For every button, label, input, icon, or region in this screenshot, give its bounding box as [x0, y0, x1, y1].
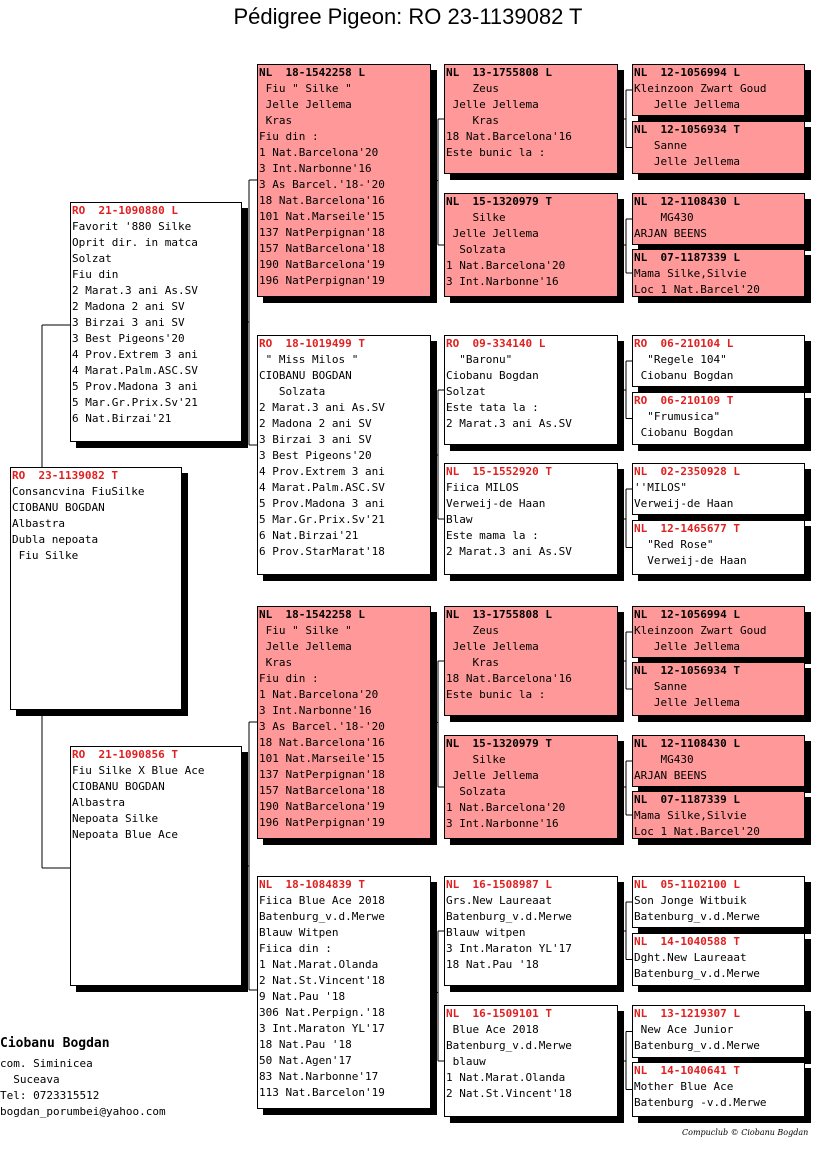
grandparent-card	[257, 606, 431, 839]
pigeon-info-line: Este mama la :	[446, 529, 539, 542]
pigeon-info-line: ARJAN BEENS	[634, 227, 707, 240]
pigeon-info-line: blauw	[446, 1055, 486, 1068]
pigeon-info-line: Sanne	[634, 680, 687, 693]
great-great-grandparent-card	[632, 121, 805, 174]
pigeon-info-line: ''MILOS"	[634, 481, 687, 494]
pigeon-info-line: 6 Nat.Birzai'21	[72, 412, 172, 425]
pigeon-info-line: 1 Nat.Barcelona'20	[446, 801, 566, 814]
ring-number: RO 18-1019499 T	[259, 337, 365, 350]
pigeon-info-line: Ciobanu Bogdan	[634, 426, 734, 439]
pigeon-info-line: Dubla nepoata	[12, 533, 99, 546]
pigeon-info-line: 83 Nat.Narbonne'17	[259, 1070, 379, 1083]
pigeon-info-line: Jelle Jellema	[634, 696, 740, 709]
pigeon-info-line: Zeus	[446, 82, 499, 95]
great-great-grandparent-card	[632, 876, 805, 928]
pigeon-info-line: 190 NatBarcelona'19	[259, 800, 385, 813]
pigeon-info-line: 113 Nat.Barcelon'19	[259, 1086, 385, 1099]
ring-number: NL 07-1187339 L	[634, 793, 740, 806]
pigeon-info-line: Batenburg_v.d.Merwe	[259, 910, 385, 923]
pigeon-info-line: New Ace Junior	[634, 1023, 734, 1036]
pigeon-info-line: Silke	[446, 753, 506, 766]
pigeon-info-line: Grs.New Laureaat	[446, 894, 552, 907]
pigeon-info-line: Verweij-de Haan	[634, 554, 747, 567]
pigeon-info-line: 5 Prov.Madona 3 ani	[72, 380, 198, 393]
pigeon-info-line: 6 Nat.Birzai'21	[259, 529, 359, 542]
pigeon-info-line: 3 Birzai 3 ani SV	[72, 316, 185, 329]
pigeon-info-line: Fiu " Silke "	[259, 82, 352, 95]
sire-card	[70, 202, 242, 442]
great-great-grandparent-card	[632, 249, 805, 297]
pigeon-info-line: Blauw Witpen	[259, 926, 339, 939]
pigeon-info-line: CIOBANU BOGDAN	[12, 501, 105, 514]
pigeon-info-line: Jelle Jellema	[446, 640, 539, 653]
pigeon-info-line: Jelle Jellema	[259, 640, 352, 653]
pigeon-info-line: 157 NatBarcelona'18	[259, 242, 385, 255]
great-great-grandparent-card	[632, 64, 805, 116]
pigeon-info-line: Este bunic la :	[446, 146, 546, 159]
pigeon-info-line: CIOBANU BOGDAN	[259, 369, 352, 382]
great-grandparent-card	[444, 335, 618, 445]
ring-number: NL 12-1056994 L	[634, 66, 740, 79]
pigeon-info-line: Jelle Jellema	[446, 227, 539, 240]
pigeon-info-line: Sanne	[634, 139, 687, 152]
ring-number: NL 15-1552920 T	[446, 465, 552, 478]
pigeon-info-line: 18 Nat.Barcelona'16	[259, 736, 385, 749]
pigeon-info-line: Kleinzoon Zwart Goud	[634, 624, 767, 637]
pigeon-info-line: Kras	[446, 656, 499, 669]
ring-number: RO 21-1090856 T	[72, 748, 178, 761]
grandparent-card	[257, 876, 431, 1109]
pigeon-info-line: 196 NatPerpignan'19	[259, 274, 385, 287]
pigeon-info-line: 306 Nat.Perpign.'18	[259, 1006, 385, 1019]
great-grandparent-card	[444, 64, 618, 174]
great-great-grandparent-card	[632, 933, 805, 986]
pigeon-info-line: Albastra	[72, 796, 125, 809]
pigeon-info-line: 18 Nat.Pau '18	[446, 958, 539, 971]
pigeon-info-line: Solzat	[72, 252, 112, 265]
pigeon-info-line: Fiica MILOS	[446, 481, 519, 494]
ring-number: NL 18-1084839 T	[259, 878, 365, 891]
pigeon-info-line: Solzat	[446, 385, 486, 398]
pigeon-info-line: 3 Int.Narbonne'16	[446, 817, 559, 830]
pigeon-info-line: Fiu din :	[259, 130, 319, 143]
great-grandparent-card	[444, 193, 618, 297]
pigeon-info-line: 18 Nat.Barcelona'16	[446, 130, 572, 143]
pigeon-info-line: 2 Marat.3 ani As.SV	[72, 284, 198, 297]
pigeon-info-line: "Red Rose"	[634, 538, 714, 551]
pigeon-info-line: Jelle Jellema	[634, 98, 740, 111]
ring-number: NL 12-1108430 L	[634, 737, 740, 750]
pigeon-info-line: Albastra	[12, 517, 65, 530]
ring-number: NL 07-1187339 L	[634, 251, 740, 264]
pigeon-info-line: Kras	[446, 114, 499, 127]
pigeon-info-line: 101 Nat.Marseile'15	[259, 752, 385, 765]
pigeon-info-line: Mother Blue Ace	[634, 1080, 734, 1093]
pigeon-info-line: 3 Best Pigeons'20	[259, 449, 372, 462]
software-credit: Compuclub © Ciobanu Bogdan	[682, 1128, 809, 1137]
pigeon-info-line: ARJAN BEENS	[634, 769, 707, 782]
owner-phone: Tel: 0723315512	[0, 1089, 100, 1102]
ring-number: RO 06-210109 T	[634, 394, 734, 407]
great-great-grandparent-card	[632, 392, 805, 445]
pigeon-info-line: Zeus	[446, 624, 499, 637]
pigeon-info-line: 137 NatPerpignan'18	[259, 768, 385, 781]
pigeon-info-line: "Regele 104"	[634, 353, 727, 366]
pigeon-info-line: 1 Nat.Marat.Olanda	[446, 1071, 566, 1084]
great-great-grandparent-card	[632, 335, 805, 387]
pigeon-info-line: 6 Prov.StarMarat'18	[259, 545, 385, 558]
pigeon-info-line: "Baronu"	[446, 353, 513, 366]
pigeon-info-line: 5 Prov.Madona 3 ani	[259, 497, 385, 510]
pigeon-info-line: 2 Nat.St.Vincent'18	[446, 1087, 572, 1100]
ring-number: NL 15-1320979 T	[446, 737, 552, 750]
pigeon-info-line: Ciobanu Bogdan	[446, 369, 539, 382]
pigeon-info-line: Solzata	[446, 243, 506, 256]
great-great-grandparent-card	[632, 463, 805, 515]
pigeon-info-line: 1 Nat.Barcelona'20	[259, 688, 379, 701]
pigeon-info-line: " Miss Milos "	[259, 353, 359, 366]
great-great-grandparent-card	[632, 735, 805, 787]
pigeon-info-line: Son Jonge Witbuik	[634, 894, 747, 907]
pigeon-info-line: Batenburg_v.d.Merwe	[634, 967, 760, 980]
pigeon-info-line: 3 Int.Maraton YL'17	[259, 1022, 385, 1035]
pigeon-info-line: Mama Silke,Silvie	[634, 267, 747, 280]
pigeon-info-line: Nepoata Silke	[72, 812, 159, 825]
ring-number: RO 21-1090880 L	[72, 204, 178, 217]
pigeon-info-line: Jelle Jellema	[634, 155, 740, 168]
pigeon-info-line: 3 As Barcel.'18-'20	[259, 720, 385, 733]
pigeon-info-line: Batenburg_v.d.Merwe	[446, 910, 572, 923]
pigeon-info-line: 5 Mar.Gr.Prix.Sv'21	[72, 396, 198, 409]
pigeon-info-line: 1 Nat.Barcelona'20	[446, 259, 566, 272]
ring-number: NL 13-1755808 L	[446, 66, 552, 79]
pigeon-info-line: Silke	[446, 211, 506, 224]
pigeon-info-line: 18 Nat.Pau '18	[259, 1038, 352, 1051]
pigeon-info-line: Este tata la :	[446, 401, 539, 414]
pigeon-info-line: Jelle Jellema	[446, 98, 539, 111]
ring-number: NL 16-1509101 T	[446, 1007, 552, 1020]
pigeon-info-line: Fiu Silke	[12, 549, 79, 562]
pigeon-info-line: Fiu Silke X Blue Ace	[72, 764, 205, 777]
great-grandparent-card	[444, 606, 618, 716]
pigeon-info-line: 3 Int.Narbonne'16	[259, 704, 372, 717]
ring-number: NL 15-1320979 T	[446, 195, 552, 208]
great-grandparent-card	[444, 463, 618, 575]
pigeon-info-line: 137 NatPerpignan'18	[259, 226, 385, 239]
pigeon-info-line: Batenburg -v.d.Merwe	[634, 1096, 767, 1109]
pigeon-info-line: Este bunic la :	[446, 688, 546, 701]
pigeon-info-line: 2 Nat.St.Vincent'18	[259, 974, 385, 987]
owner-name: Ciobanu Bogdan	[0, 1036, 110, 1051]
pigeon-info-line: Kras	[259, 114, 293, 127]
ring-number: NL 12-1056934 T	[634, 123, 740, 136]
pigeon-info-line: Batenburg_v.d.Merwe	[634, 910, 760, 923]
pigeon-info-line: Jelle Jellema	[446, 769, 539, 782]
great-great-grandparent-card	[632, 606, 805, 658]
pigeon-info-line: Solzata	[446, 785, 506, 798]
pigeon-info-line: Batenburg_v.d.Merwe	[634, 1039, 760, 1052]
ring-number: NL 18-1542258 L	[259, 608, 365, 621]
ring-number: RO 23-1139082 T	[12, 469, 118, 482]
ring-number: RO 06-210104 L	[634, 337, 734, 350]
pigeon-info-line: 2 Marat.3 ani As.SV	[446, 545, 572, 558]
pigeon-info-line: Jelle Jellema	[634, 640, 740, 653]
pigeon-info-line: 4 Prov.Extrem 3 ani	[72, 348, 198, 361]
ring-number: NL 13-1219307 L	[634, 1007, 740, 1020]
pigeon-info-line: Loc 1 Nat.Barcel'20	[634, 283, 760, 296]
pigeon-info-line: 157 NatBarcelona'18	[259, 784, 385, 797]
pigeon-info-line: 4 Marat.Palm.ASC.SV	[259, 481, 385, 494]
ring-number: NL 18-1542258 L	[259, 66, 365, 79]
great-great-grandparent-card	[632, 193, 805, 245]
pigeon-info-line: MG430	[634, 753, 694, 766]
ring-number: NL 12-1108430 L	[634, 195, 740, 208]
pigeon-info-line: Fiica Blue Ace 2018	[259, 894, 385, 907]
pigeon-info-line: 5 Mar.Gr.Prix.Sv'21	[259, 513, 385, 526]
owner-info	[0, 1036, 166, 1120]
pigeon-info-line: 3 Int.Narbonne'16	[446, 275, 559, 288]
pigeon-info-line: Fiu din :	[259, 672, 319, 685]
pigeon-info-line: Verweij-de Haan	[634, 497, 734, 510]
great-great-grandparent-card	[632, 662, 805, 716]
ring-number: NL 02-2350928 L	[634, 465, 740, 478]
pigeon-info-line: 50 Nat.Agen'17	[259, 1054, 352, 1067]
ring-number: RO 09-334140 L	[446, 337, 546, 350]
owner-email: bogdan_porumbei@yahoo.com	[0, 1105, 166, 1118]
pigeon-info-line: 4 Prov.Extrem 3 ani	[259, 465, 385, 478]
grandparent-card	[257, 335, 431, 575]
ring-number: NL 12-1056994 L	[634, 608, 740, 621]
pigeon-info-line: Jelle Jellema	[259, 98, 352, 111]
great-grandparent-card	[444, 735, 618, 839]
pigeon-info-line: Solzata	[259, 385, 326, 398]
great-great-grandparent-card	[632, 1062, 805, 1117]
pigeon-info-line: 190 NatBarcelona'19	[259, 258, 385, 271]
page-title: Pédigree Pigeon: RO 23-1139082 T	[233, 4, 583, 29]
pigeon-info-line: Nepoata Blue Ace	[72, 828, 178, 841]
pigeon-info-line: Verweij-de Haan	[446, 497, 546, 510]
pigeon-info-line: Fiica din :	[259, 942, 332, 955]
pigeon-info-line: Fiu din	[72, 268, 119, 281]
pigeon-info-line: 1 Nat.Marat.Olanda	[259, 958, 379, 971]
great-grandparent-card	[444, 1005, 618, 1117]
pigeon-info-line: 2 Marat.3 ani As.SV	[446, 417, 572, 430]
pigeon-info-line: Blaw	[446, 513, 473, 526]
pigeon-info-line: Mama Silke,Silvie	[634, 809, 747, 822]
pigeon-info-line: CIOBANU BOGDAN	[72, 780, 165, 793]
ring-number: NL 12-1056934 T	[634, 664, 740, 677]
pigeon-info-line: 101 Nat.Marseile'15	[259, 210, 385, 223]
pigeon-info-line: 1 Nat.Barcelona'20	[259, 146, 379, 159]
ring-number: NL 16-1508987 L	[446, 878, 552, 891]
pigeon-info-line: Loc 1 Nat.Barcel'20	[634, 825, 760, 838]
owner-address-line: com. Siminicea	[0, 1057, 93, 1070]
pigeon-info-line: 18 Nat.Barcelona'16	[259, 194, 385, 207]
pigeon-info-line: 2 Madona 2 ani SV	[259, 417, 372, 430]
subject-pigeon-card	[10, 467, 182, 710]
pigeon-info-line: MG430	[634, 211, 694, 224]
pigeon-info-line: 3 As Barcel.'18-'20	[259, 178, 385, 191]
pigeon-info-line: 196 NatPerpignan'19	[259, 816, 385, 829]
owner-address-line: Suceava	[0, 1073, 60, 1086]
pigeon-info-line: Kleinzoon Zwart Goud	[634, 82, 767, 95]
pigeon-info-line: 2 Madona 2 ani SV	[72, 300, 185, 313]
pigeon-info-line: 4 Marat.Palm.ASC.SV	[72, 364, 198, 377]
pigeon-info-line: 3 Birzai 3 ani SV	[259, 433, 372, 446]
pigeon-info-line: Favorit '880 Silke	[72, 220, 192, 233]
great-great-grandparent-card	[632, 1005, 805, 1058]
pigeon-info-line: Fiu " Silke "	[259, 624, 352, 637]
ring-number: NL 14-1040588 T	[634, 935, 740, 948]
ring-number: NL 05-1102100 L	[634, 878, 740, 891]
great-great-grandparent-card	[632, 791, 805, 839]
grandparent-card	[257, 64, 431, 297]
dam-card	[70, 746, 242, 986]
pigeon-info-line: Ciobanu Bogdan	[634, 369, 734, 382]
pigeon-info-line: 3 Int.Maraton YL'17	[446, 942, 572, 955]
pigeon-info-line: 9 Nat.Pau '18	[259, 990, 346, 1003]
pigeon-info-line: Blauw witpen	[446, 926, 526, 939]
pigeon-info-line: Blue Ace 2018	[446, 1023, 539, 1036]
pigeon-info-line: 3 Int.Narbonne'16	[259, 162, 372, 175]
pigeon-info-line: 18 Nat.Barcelona'16	[446, 672, 572, 685]
pigeon-info-line: Oprit dir. in matca	[72, 236, 198, 249]
pigeon-info-line: "Frumusica"	[634, 410, 721, 423]
great-grandparent-card	[444, 876, 618, 986]
pigeon-info-line: Kras	[259, 656, 293, 669]
ring-number: NL 13-1755808 L	[446, 608, 552, 621]
ring-number: NL 12-1465677 T	[634, 522, 740, 535]
pigeon-info-line: Batenburg_v.d.Merwe	[446, 1039, 572, 1052]
pigeon-info-line: Consancvina FiuSilke	[12, 485, 145, 498]
pigeon-info-line: 3 Best Pigeons'20	[72, 332, 185, 345]
pigeon-info-line: Dght.New Laureaat	[634, 951, 747, 964]
ring-number: NL 14-1040641 T	[634, 1064, 740, 1077]
great-great-grandparent-card	[632, 520, 805, 575]
pigeon-info-line: 2 Marat.3 ani As.SV	[259, 401, 385, 414]
